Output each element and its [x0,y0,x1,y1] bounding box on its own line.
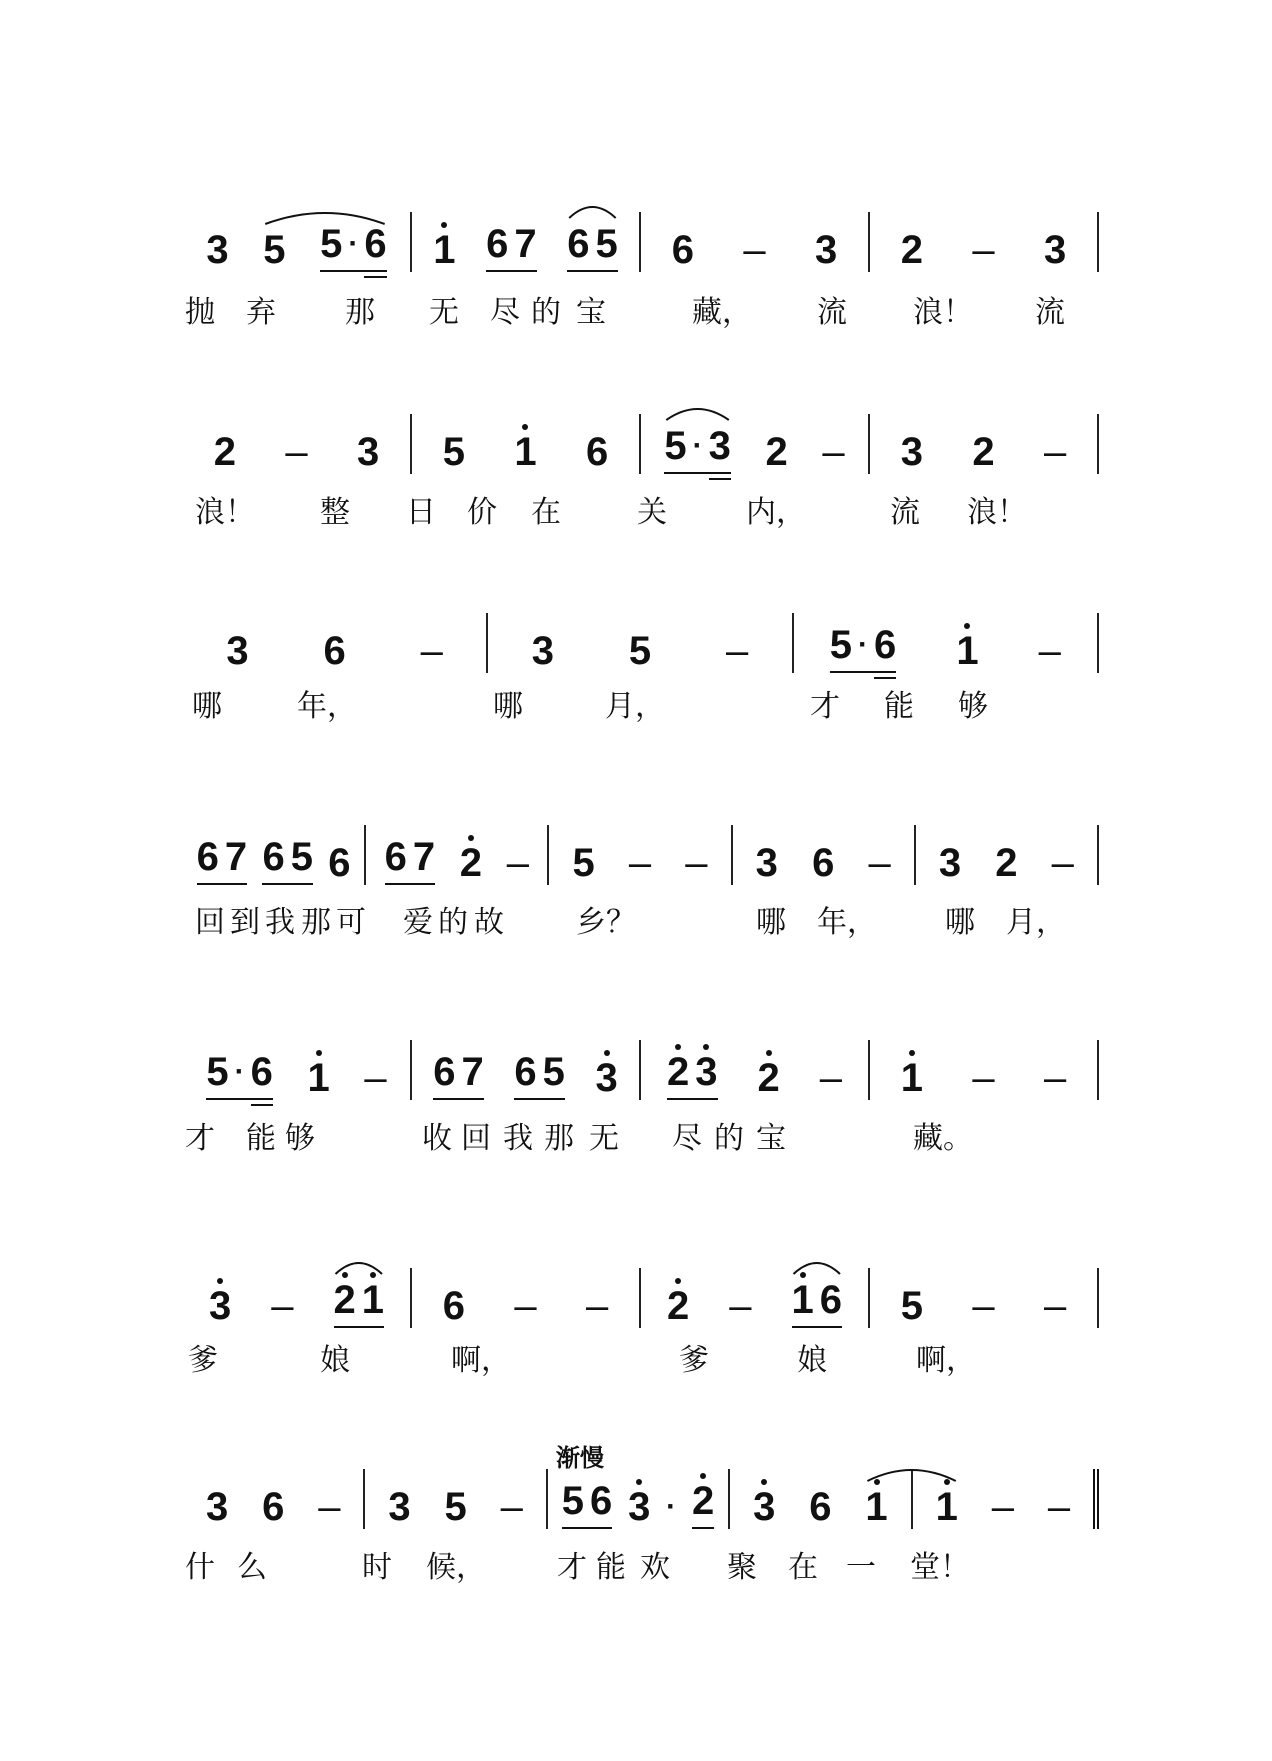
note: 3 [357,430,380,474]
sustain-dash: – [500,1485,523,1529]
sustain-dash: – [991,1485,1014,1529]
beamed-note-group [197,835,248,885]
note: 3 [708,424,731,468]
lyric-syllable: 的 [438,905,468,940]
measure [870,1268,1099,1328]
beamed-note-group [433,1050,484,1100]
lyric-syllable: 可 [336,905,366,940]
beamed-note-group [262,835,313,885]
note: 5 [206,1050,229,1094]
sustain-dash: – [868,841,891,885]
lyric-syllable: 娘 [797,1343,827,1378]
lyric-syllable: 弃 [246,295,276,330]
measure [183,613,488,673]
sustain-dash: – [271,1284,294,1328]
note: 2 [972,430,995,474]
note: 7 [461,1050,484,1094]
measure [412,212,641,272]
lyric-syllable: 爹 [188,1343,218,1378]
lyric-syllable: 无 [429,295,459,330]
beamed-note-group [664,424,731,474]
sustain-dash: – [364,1056,387,1100]
lyric-syllable: 流 [890,495,920,530]
note: 6 [486,222,509,266]
note: 5 [290,835,313,879]
note: 5 [542,1050,565,1094]
note-high-octave: 1 [956,629,979,673]
note: 6 [262,1485,285,1529]
lyric-syllable: 在 [531,495,561,530]
note: 6 [262,835,285,879]
beamed-note-group [830,623,897,673]
sustain-dash: – [285,430,308,474]
lyric-syllable: 够 [285,1121,315,1156]
note: 6 [589,1479,613,1523]
note: 5 [263,228,286,272]
lyric-syllable: 娘 [320,1343,350,1378]
measure [913,1469,1099,1529]
lyric-syllable: 日 [406,495,436,530]
sustain-dash: – [514,1284,537,1328]
note-high-octave: 2 [667,1050,690,1094]
note-high-octave: 1 [433,228,456,272]
note-high-octave: 2 [333,1278,356,1322]
sustain-dash: – [506,841,530,885]
note-high-octave: 3 [753,1485,776,1529]
note: 5 [628,629,652,673]
lyric-syllable: 爱 [403,905,433,940]
lyric-syllable: 关 [637,495,667,530]
measure [183,414,412,474]
lyric-syllable: 时 [362,1550,392,1585]
lyric-syllable: 收 [422,1121,452,1156]
note: 5 [320,222,343,266]
lyric-syllable: 么 [237,1550,267,1585]
sustain-dash: – [822,430,845,474]
lyric-syllable: 我 [503,1121,533,1156]
note: 3 [815,228,838,272]
lyric-syllable: 整 [320,495,350,530]
note: 7 [224,835,248,879]
note: 3 [226,629,249,673]
lyric-syllable: 宝 [576,295,606,330]
lyric-syllable: 无 [589,1121,619,1156]
note-high-octave: 3 [209,1284,232,1328]
lyric-syllable: 抛 [185,295,215,330]
sustain-dash: – [972,228,995,272]
beamed-note-group [334,1278,385,1328]
sustain-dash: – [420,629,443,673]
augmentation-dot: · [692,429,703,462]
sustain-dash: – [819,1056,842,1100]
note: 2 [995,841,1018,885]
sustain-dash: – [318,1485,341,1529]
sustain-dash: – [972,1056,995,1100]
lyric-syllable: 回 [461,1121,491,1156]
measure [916,825,1099,885]
note-high-octave: 1 [361,1278,384,1322]
note: 5 [664,424,687,468]
measure [183,212,412,272]
note: 6 [514,1050,537,1094]
measure [730,1469,912,1529]
score-line [183,613,1099,673]
note: 2 [900,228,923,272]
note: 5 [442,430,465,474]
note: 6 [250,1050,273,1094]
note-high-octave: 2 [459,841,483,885]
beamed-note-group [567,222,618,272]
measure [794,613,1099,673]
measure [641,414,870,474]
measure [641,1040,870,1100]
augmentation-dot: · [348,227,359,260]
note: 6 [323,629,346,673]
note: 5 [900,1284,923,1328]
score-line [183,212,1099,272]
note: 5 [572,841,595,885]
lyric-syllable: 能 [596,1550,626,1585]
note: 3 [206,228,229,272]
lyric-syllable: 爹 [679,1343,709,1378]
sustain-dash: – [725,629,749,673]
note-high-octave: 1 [935,1485,958,1529]
lyric-syllable: 故 [474,905,504,940]
note-high-octave: 1 [865,1485,888,1529]
lyric-syllable: 月， [1006,905,1066,940]
lyric-syllable: 浪！ [967,495,1027,530]
note: 6 [442,1284,465,1328]
note: 5 [561,1479,584,1523]
sustain-dash: – [586,1284,609,1328]
note: 6 [433,1050,456,1094]
note-high-octave: 2 [667,1284,690,1328]
note: 5 [829,623,852,667]
lyric-syllable: 价 [467,495,497,530]
note: 6 [671,228,694,272]
lyric-syllable: 的 [714,1121,744,1156]
sustain-dash: – [1038,629,1061,673]
note-high-octave: 1 [900,1056,923,1100]
beamed-note-group [562,1479,613,1529]
lyric-syllable: 尽 [490,295,520,330]
beamed-note-group [792,1278,843,1328]
note: 6 [819,1278,842,1322]
lyric-syllable: 哪 [756,905,786,940]
lyric-syllable: 尽 [672,1121,702,1156]
note: 6 [196,835,219,879]
sustain-dash: – [972,1284,995,1328]
note-high-octave: 3 [595,1056,618,1100]
measure [183,1268,412,1328]
lyric-syllable: 到 [230,905,260,940]
note: 6 [364,222,387,266]
lyric-syllable: 在 [788,1550,818,1585]
lyric-syllable: 啊， [451,1343,511,1378]
note: 3 [205,1485,229,1529]
lyric-syllable: 啊， [916,1343,976,1378]
lyric-syllable: 候， [426,1550,486,1585]
beamed-note-group [692,1479,714,1529]
note: 5 [444,1485,467,1529]
lyric-syllable: 那 [345,295,375,330]
beamed-note-group [206,1050,273,1100]
score-line [183,1469,1099,1529]
measure [183,1469,365,1529]
lyric-syllable: 那 [301,905,331,940]
lyric-syllable: 堂！ [910,1550,970,1585]
note: 6 [812,841,835,885]
measure [412,414,641,474]
note: 6 [328,841,351,885]
note: 6 [567,222,590,266]
note-high-octave: 2 [692,1479,715,1523]
measure [183,825,366,885]
note: 5 [595,222,618,266]
sustain-dash: – [1044,430,1067,474]
lyric-syllable: 什 [185,1550,215,1585]
note: 7 [514,222,537,266]
measure [365,1469,547,1529]
lyric-syllable: 我 [265,905,295,940]
measure [870,212,1099,272]
measure [641,1268,870,1328]
measure [549,825,732,885]
lyric-syllable: 回 [195,905,225,940]
measure [548,1469,730,1529]
lyric-syllable: 藏。 [913,1121,973,1156]
note-high-octave: 1 [514,430,537,474]
measure [870,1040,1099,1100]
note: 6 [384,835,407,879]
note: 3 [1044,228,1067,272]
lyric-syllable: 能 [884,689,914,724]
lyric-syllable: 藏， [692,295,752,330]
lyric-syllable: 能 [246,1121,276,1156]
sustain-dash: – [628,841,652,885]
note-high-octave: 3 [628,1485,651,1529]
lyric-syllable: 欢 [640,1550,670,1585]
augmentation-dot: · [234,1055,245,1088]
score-line [183,825,1099,885]
sustain-dash: – [729,1284,752,1328]
note-high-octave: 1 [307,1056,330,1100]
augmentation-dot: · [666,1490,677,1523]
lyric-syllable: 年， [817,905,877,940]
beamed-note-group [486,222,537,272]
lyric-syllable: 哪 [945,905,975,940]
lyric-syllable: 才 [185,1121,215,1156]
measure [733,825,916,885]
sustain-dash: – [685,841,708,885]
augmentation-dot: · [857,628,868,661]
lyric-syllable: 宝 [756,1121,786,1156]
note: 3 [900,430,923,474]
lyric-syllable: 那 [544,1121,574,1156]
lyric-syllable: 乡？ [576,905,636,940]
note-high-octave: 3 [695,1050,718,1094]
lyric-syllable: 哪 [192,689,222,724]
sustain-dash: – [1044,1284,1067,1328]
note: 6 [586,430,609,474]
sustain-dash: – [1051,841,1074,885]
sustain-dash: – [743,228,766,272]
score-line [183,414,1099,474]
score-line [183,1040,1099,1100]
measure [366,825,549,885]
note: 3 [531,629,554,673]
lyric-syllable: 的 [531,295,561,330]
lyric-syllable: 年， [297,689,357,724]
measure [183,1040,412,1100]
lyric-syllable: 才 [810,689,840,724]
sustain-dash: – [1044,1056,1067,1100]
note: 6 [809,1485,832,1529]
note: 7 [412,835,436,879]
score-line [183,1268,1099,1328]
lyric-syllable: 流 [817,295,847,330]
measure [488,613,793,673]
sustain-dash: – [1047,1485,1071,1529]
note: 2 [213,430,236,474]
lyric-syllable: 哪 [493,689,523,724]
measure [641,212,870,272]
note-high-octave: 1 [791,1278,814,1322]
lyric-syllable: 一 [846,1550,876,1585]
lyric-syllable: 够 [958,689,988,724]
tempo-marking: 渐慢 [556,1444,604,1472]
note: 2 [765,430,788,474]
measure [412,1040,641,1100]
note-high-octave: 2 [757,1056,780,1100]
lyric-syllable: 浪！ [195,495,255,530]
lyric-syllable: 聚 [727,1550,757,1585]
lyric-syllable: 月， [605,689,665,724]
note: 3 [755,841,778,885]
lyric-syllable: 内， [746,495,806,530]
measure [412,1268,641,1328]
measure [870,414,1099,474]
beamed-note-group [320,222,387,272]
note: 3 [938,841,962,885]
lyric-syllable: 才 [557,1550,587,1585]
beamed-note-group [667,1050,718,1100]
lyric-syllable: 浪！ [913,295,973,330]
beamed-note-group [514,1050,565,1100]
note: 6 [873,623,897,667]
beamed-note-group [385,835,436,885]
lyric-syllable: 流 [1035,295,1065,330]
note: 3 [388,1485,411,1529]
